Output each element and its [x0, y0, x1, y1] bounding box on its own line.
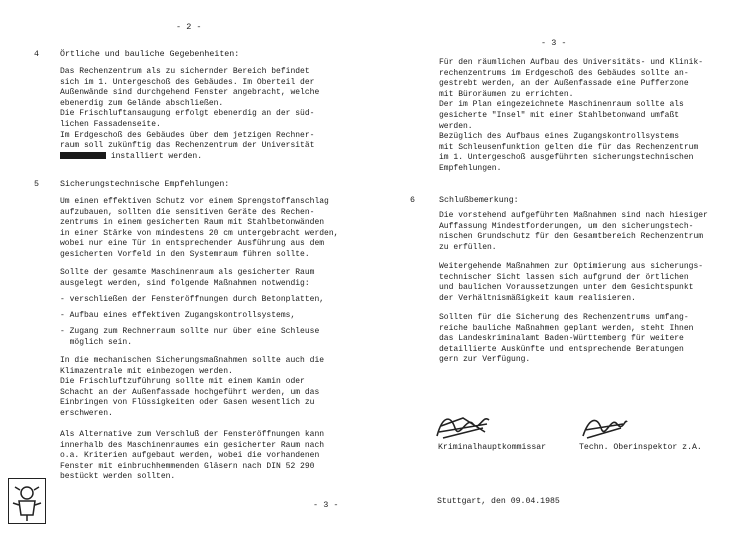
stamp-graphic	[8, 478, 46, 524]
section-4-paragraph-end: installiert werden.	[60, 152, 202, 163]
section-heading: Sicherungstechnische Empfehlungen:	[60, 180, 230, 189]
bullet-item: - Aufbau eines effektiven Zugangskontrollsystems,	[60, 311, 296, 320]
page-header-number: - 2 -	[176, 22, 202, 32]
intro-paragraph: Für den räumlichen Aufbau des Universitäts- und Klinik- rechenzentrums im Erdgeschoß des Gebäudes sollte an- gestrebt werden, an der Außenfassade eine Pufferzone mit Büroräumen zu errichten. Der im Plan eingezeichnete Maschinenraum sollte als gesicherte "Insel" mit einer Stahlbetonwand umfaßt werden. Bezüglich des Aufbaus eines Zugangskontrollsystems mit Schleusenfunktion gelten die für das Rechenzentrum im 1. Untergeschoß ausgeführten sicherungstechnischen Empfehlungen.	[439, 58, 704, 173]
signature-1-label: Kriminalhauptkommissar	[438, 443, 547, 452]
page-footer-number: - 3 -	[313, 500, 339, 510]
section-heading: Schlußbemerkung:	[439, 196, 519, 205]
signature-2	[579, 412, 629, 447]
section-5-paragraph-1: Um einen effektiven Schutz vor einem Sprengstoffanschlag aufzubauen, sollten die sensitiven Geräte des Rechen- zentrums in einem gesicherten Raum mit Stahlbetonwänden in einer Stärke von mindestens 20 cm untergebracht werden, wobei nur eine Tür in entsprechender Ausführung aus dem gesicherten Vorfeld in den Systemraum führen sollte.	[60, 197, 339, 259]
section-number: 5	[34, 180, 39, 189]
signature-2-label: Techn. Oberinspektor z.A.	[579, 443, 702, 452]
place-date: Stuttgart, den 09.04.1985	[437, 497, 560, 506]
section-5-paragraph-2: Sollte der gesamte Maschinenraum als gesicherter Raum ausgelegt werden, sind folgende Maßnahmen notwendig:	[60, 268, 315, 288]
right-page	[375, 0, 750, 535]
section-heading: Örtliche und bauliche Gegebenheiten:	[60, 50, 240, 59]
redacted-block	[60, 152, 106, 159]
section-number: 4	[34, 50, 39, 59]
section-6-paragraph-3: Sollten für die Sicherung des Rechenzentrums umfang- reiche bauliche Maßnahmen geplant werden, steht Ihnen das Landeskriminalamt Baden-Württemberg für weitere detaillierte Auskünfte und entsprechende Beratungen gern zur Verfügung.	[439, 313, 694, 365]
section-4-paragraph: Das Rechenzentrum als zu sichernder Bereich befindet sich im 1. Untergeschoß des Gebäudes. Im Oberteil der Außenwände sind durchgehend Fenster angebracht, welche ebenerdig zum Gelände abschließen. Die Frischluftansaugung erfolgt ebenerdig an der süd- lichen Fassadenseite. Im Erdgeschoß des Gebäudes über dem jetzigen Rechner- raum soll zukünftig das Rechenzentrum der Universität	[60, 67, 320, 151]
section-5-paragraph-3: In die mechanischen Sicherungsmaßnahmen sollte auch die Klimazentrale mit einbezogen werden. Die Frischluftzuführung sollte mit einem Kamin oder Schacht an der Außenfassade hochgeführt werden, um das Einbringen von Flüssigkeiten oder Gasen wesentlich zu erschweren.	[60, 356, 325, 418]
signature-1	[433, 410, 493, 447]
section-5-paragraph-4: Als Alternative zum Verschluß der Fensteröffnungen kann innerhalb des Maschinenraumes ein gesicherter Raum nach o.a. Kriterien aufgebaut werden, wobei die vorhandenen Fenster mit einbruchhemmenden Gläsern nach DIN 52 290 bestückt werden sollten.	[60, 430, 325, 482]
section-number: 6	[410, 196, 415, 205]
page-header-number: - 3 -	[541, 38, 567, 48]
section-6-paragraph-1: Die vorstehend aufgeführten Maßnahmen sind nach hiesiger Auffassung Mindestforderungen, um den sicherungstech- nischen Grundschutz für den Gesamtbereich Rechenzentrum zu erfüllen.	[439, 211, 708, 252]
section-6-paragraph-2: Weitergehende Maßnahmen zur Optimierung aus sicherungs- technischer Sicht lassen sich aufgrund der örtlichen und baulichen Voraussetzungen unter dem Gesichtspunkt der Verhältnismäßigkeit kaum realisieren.	[439, 262, 704, 303]
bullet-item: - Zugang zum Rechnerraum sollte nur über eine Schleuse möglich sein.	[60, 327, 320, 347]
bullet-item: - verschließen der Fensteröffnungen durch Betonplatten,	[60, 295, 325, 304]
